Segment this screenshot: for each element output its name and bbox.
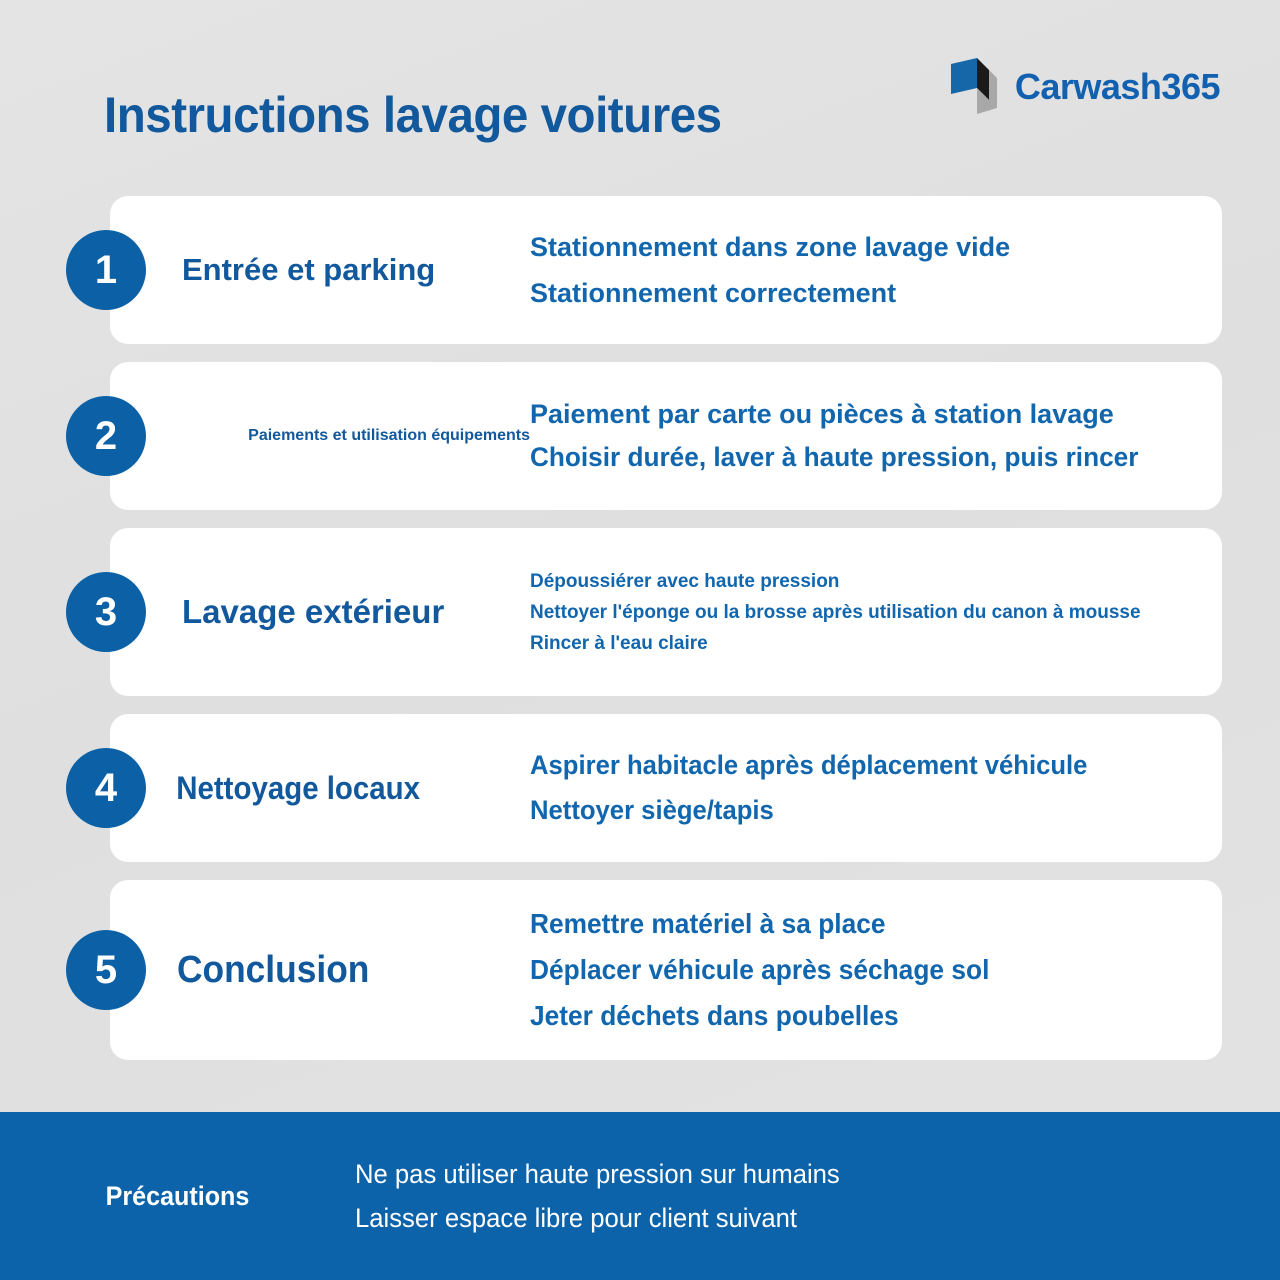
step-content (110, 714, 1222, 862)
step-detail-line: Déplacer véhicule après séchage sol (530, 954, 990, 985)
precaution-line: Ne pas utiliser haute pression sur humains (355, 1159, 840, 1189)
precaution-line: Laisser espace libre pour client suivant (355, 1203, 797, 1233)
step-detail-line: Paiement par carte ou pièces à station lavage (530, 399, 1114, 429)
step-number-badge: 3 (66, 572, 146, 652)
poster-header (0, 0, 1280, 196)
step-detail-line: Nettoyer siège/tapis (530, 795, 774, 825)
step-item (0, 880, 1280, 1060)
step-number-badge: 5 (66, 930, 146, 1010)
step-detail-lines (530, 743, 1187, 833)
step-detail-lines (530, 393, 1222, 479)
page-title: Instructions lavage voitures (104, 87, 722, 143)
brand-lockup (947, 56, 1220, 118)
step-detail-line: Jeter déchets dans poubelles (530, 1000, 899, 1031)
step-title: Entrée et parking (182, 252, 436, 287)
step-item (0, 528, 1280, 696)
step-title: Lavage extérieur (182, 593, 445, 630)
step-title: Nettoyage locaux (176, 769, 421, 806)
step-detail-line: Remettre matériel à sa place (530, 908, 886, 939)
precautions-lines (355, 1152, 1234, 1240)
precautions-footer (0, 1112, 1280, 1280)
step-detail-line: Stationnement correctement (530, 278, 897, 308)
steps-list (0, 196, 1280, 1078)
step-detail-lines (530, 566, 1222, 659)
step-content (110, 362, 1222, 510)
step-number-badge: 2 (66, 396, 146, 476)
step-detail-line: Rincer à l'eau claire (530, 632, 708, 654)
carwash-logo-icon (947, 56, 1001, 118)
step-content (110, 528, 1222, 696)
precautions-title: Précautions (105, 1180, 250, 1211)
step-content (110, 196, 1222, 344)
step-number-badge: 4 (66, 748, 146, 828)
step-item (0, 714, 1280, 862)
step-detail-line: Aspirer habitacle après déplacement véhicule (530, 750, 1088, 780)
step-detail-line: Choisir durée, laver à haute pression, puis rincer (530, 442, 1139, 472)
step-detail-lines (530, 901, 1180, 1039)
step-item (0, 362, 1280, 510)
step-item (0, 196, 1280, 344)
step-content (110, 880, 1222, 1060)
step-detail-lines (530, 224, 1222, 316)
step-title: Paiements et utilisation équipements (248, 427, 530, 444)
step-detail-line: Stationnement dans zone lavage vide (530, 232, 1011, 262)
step-detail-line: Dépoussiérer avec haute pression (530, 570, 840, 592)
step-title: Conclusion (176, 948, 370, 991)
brand-name: Carwash365 (1014, 66, 1220, 107)
step-detail-line: Nettoyer l'éponge ou la brosse après utilisation du canon à mousse (530, 601, 1141, 623)
step-number-badge: 1 (66, 230, 146, 310)
